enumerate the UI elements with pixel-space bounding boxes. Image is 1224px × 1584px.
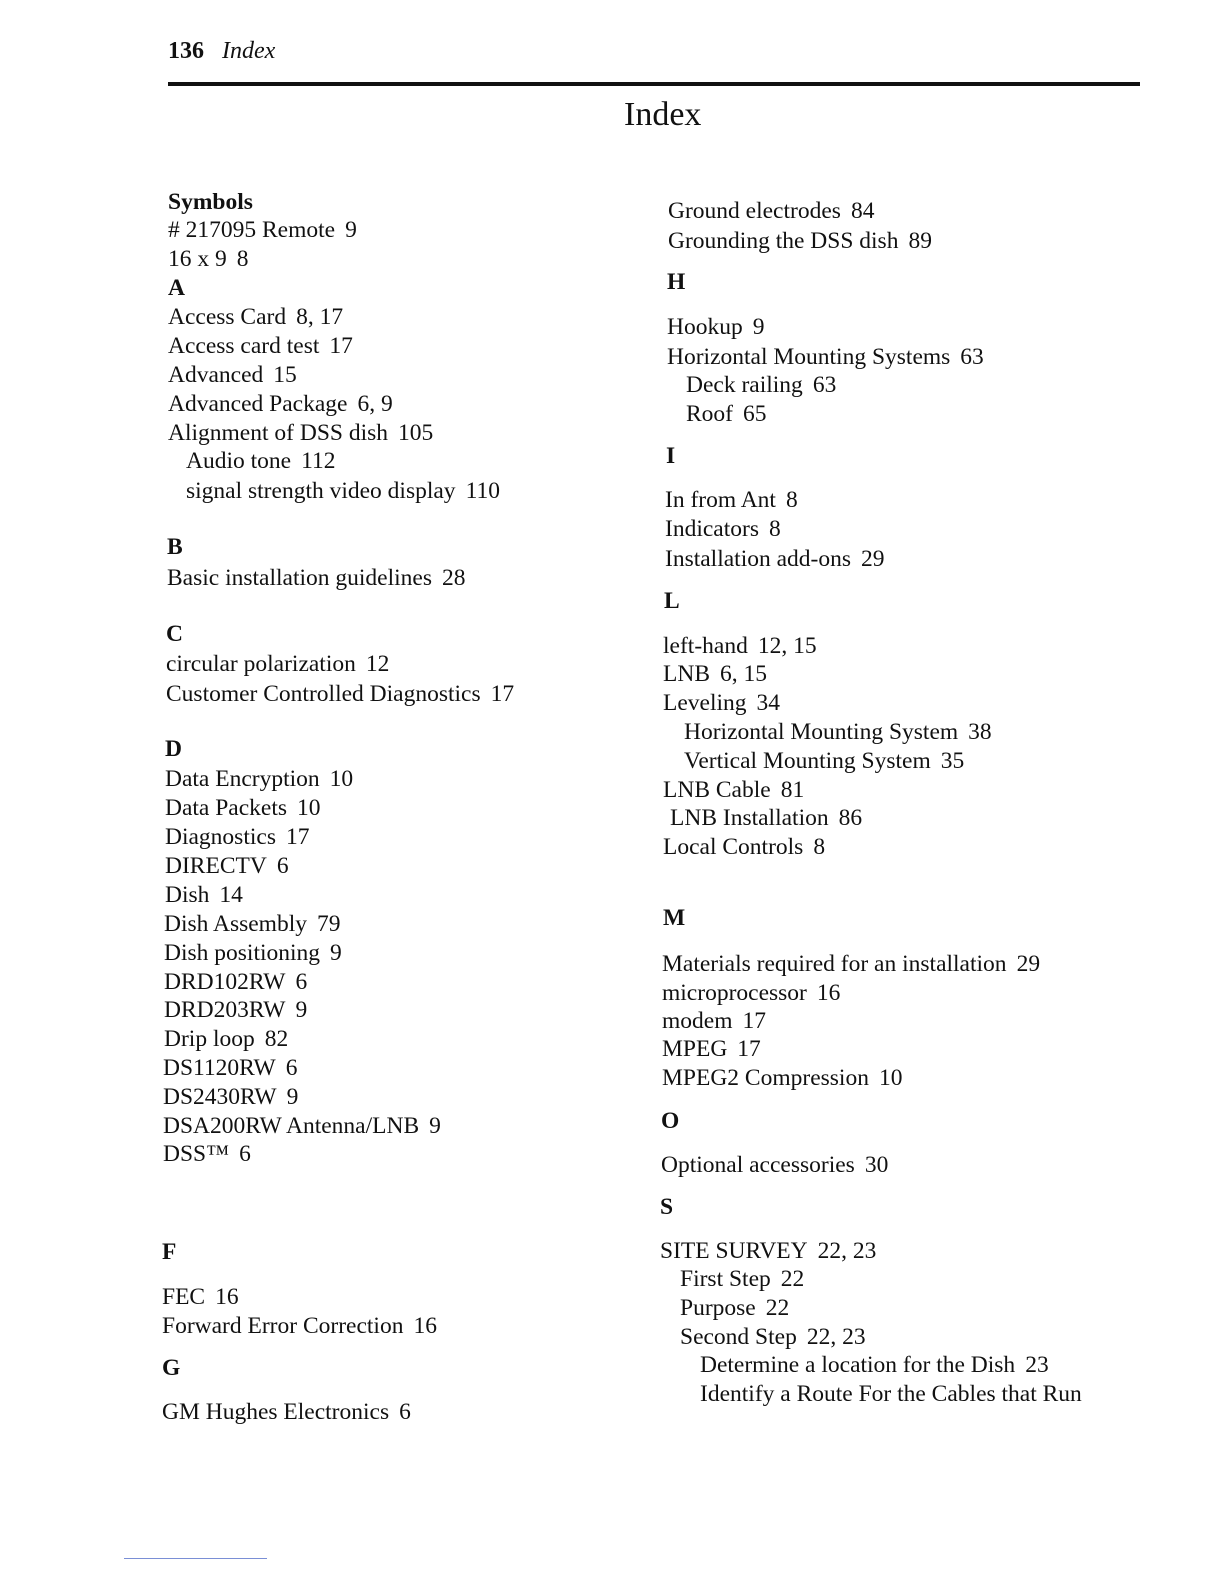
index-entry <box>165 794 321 822</box>
entry-pages: 82 <box>264 1026 289 1052</box>
entry-pages: 8 <box>236 246 249 272</box>
entry-term: modem <box>662 1008 733 1034</box>
entry-term: circular polarization <box>166 651 356 677</box>
entry-pages: 89 <box>908 228 932 254</box>
entry-pages: 8 <box>813 834 826 860</box>
index-entry <box>665 545 885 573</box>
index-entry <box>660 1237 876 1265</box>
index-entry <box>163 1054 297 1082</box>
index-letter-heading <box>664 587 680 615</box>
index-entry <box>668 227 932 255</box>
index-letter-heading <box>168 188 253 216</box>
index-entry <box>163 1083 298 1111</box>
entry-term: MPEG2 Compression <box>662 1065 869 1091</box>
index-entry <box>665 486 798 514</box>
index-entry <box>680 1294 789 1322</box>
entry-term: Grounding the DSS dish <box>668 228 899 254</box>
entry-pages: 15 <box>273 362 297 388</box>
entry-term: C <box>166 621 183 647</box>
entry-pages: 14 <box>219 882 243 908</box>
entry-pages: 23 <box>1025 1352 1049 1378</box>
entry-pages: 9 <box>429 1113 441 1139</box>
entry-term: In from Ant <box>665 487 776 513</box>
entry-term: left-hand <box>663 633 748 659</box>
entry-pages: 22, 23 <box>817 1238 877 1264</box>
entry-term: Ground electrodes <box>668 198 841 224</box>
index-entry <box>162 1398 411 1426</box>
entry-pages: 28 <box>441 565 466 591</box>
index-entry <box>662 1064 902 1092</box>
index-entry <box>165 823 309 851</box>
header-section-title: Index <box>222 38 276 64</box>
entry-term: H <box>667 269 686 295</box>
index-entry <box>662 1035 761 1063</box>
entry-pages: 35 <box>940 748 965 774</box>
index-entry <box>667 343 984 371</box>
entry-term: # 217095 Remote <box>168 217 336 243</box>
index-entry <box>662 950 1040 978</box>
index-entry <box>700 1380 1082 1408</box>
entry-term: Diagnostics <box>165 824 276 850</box>
entry-pages: 38 <box>968 719 992 745</box>
entry-term: Dish <box>165 882 210 908</box>
entry-pages: 84 <box>850 198 875 224</box>
entry-term: signal strength video display <box>186 478 456 504</box>
index-entry <box>164 939 342 967</box>
index-entry <box>162 1312 437 1340</box>
entry-term: Data Encryption <box>165 766 320 792</box>
index-entry <box>663 660 767 688</box>
index-entry <box>165 881 243 909</box>
index-entry <box>165 765 353 793</box>
index-entry <box>686 371 836 399</box>
index-entry <box>661 1151 888 1179</box>
entry-term: SITE SURVEY <box>660 1238 808 1264</box>
index-entry <box>663 776 804 804</box>
entry-pages: 17 <box>742 1008 766 1034</box>
entry-term: DIRECTV <box>165 853 267 879</box>
entry-pages: 8 <box>785 487 798 513</box>
index-entry <box>168 390 393 418</box>
entry-term: Materials required for an installation <box>662 951 1007 977</box>
entry-pages: 81 <box>780 777 805 803</box>
entry-term: Alignment of DSS dish <box>168 420 389 446</box>
entry-term: Drip loop <box>164 1026 255 1052</box>
entry-term: Deck railing <box>686 372 803 398</box>
entry-term: Horizontal Mounting System <box>684 719 959 745</box>
index-entry <box>680 1323 866 1351</box>
index-letter-heading <box>166 620 183 648</box>
entry-term: Symbols <box>168 189 253 215</box>
index-entry <box>700 1351 1049 1379</box>
entry-term: DRD102RW <box>164 969 286 995</box>
entry-term: Installation add-ons <box>665 546 852 572</box>
entry-term: Audio tone <box>186 448 292 474</box>
entry-pages: 6 <box>239 1141 251 1167</box>
entry-term: Indicators <box>665 516 759 542</box>
index-entry <box>168 303 343 331</box>
entry-pages: 29 <box>1016 951 1041 977</box>
entry-term: D <box>165 736 182 762</box>
entry-term: MPEG <box>662 1036 728 1062</box>
entry-term: Identify a Route For the Cables that Run <box>700 1381 1082 1407</box>
entry-pages: 29 <box>861 546 885 572</box>
entry-pages: 9 <box>295 997 308 1023</box>
index-entry <box>663 689 780 717</box>
entry-pages: 10 <box>297 795 321 821</box>
entry-term: Basic installation guidelines <box>167 565 432 591</box>
entry-term: Access Card <box>168 304 287 330</box>
index-entry <box>164 968 307 996</box>
entry-term: Roof <box>686 401 733 427</box>
entry-term: Second Step <box>680 1324 797 1350</box>
entry-term: A <box>168 275 185 301</box>
index-entry <box>168 361 297 389</box>
entry-pages: 30 <box>864 1152 889 1178</box>
index-entry <box>168 419 433 447</box>
entry-pages: 9 <box>345 217 357 243</box>
entry-term: Local Controls <box>663 834 804 860</box>
entry-term: Leveling <box>663 690 747 716</box>
index-entry <box>162 1283 239 1311</box>
entry-term: G <box>162 1355 181 1381</box>
entry-term: L <box>664 588 680 614</box>
index-entry <box>167 564 465 592</box>
index-entry <box>166 680 514 708</box>
entry-term: LNB <box>663 661 710 687</box>
entry-pages: 6 <box>276 853 289 879</box>
index-letter-heading <box>162 1354 180 1382</box>
index-entry <box>686 400 767 428</box>
entry-term: LNB Cable <box>663 777 771 803</box>
entry-term: Access card test <box>168 333 320 359</box>
index-entry <box>680 1265 804 1293</box>
index-entry <box>168 245 249 273</box>
index-entry <box>164 910 340 938</box>
entry-pages: 17 <box>737 1036 761 1062</box>
entry-pages: 8 <box>768 516 781 542</box>
index-entry <box>166 650 389 678</box>
entry-term: Vertical Mounting System <box>684 748 931 774</box>
entry-term: DS2430RW <box>163 1084 277 1110</box>
entry-term: Determine a location for the Dish <box>700 1352 1016 1378</box>
entry-pages: 63 <box>960 344 984 370</box>
entry-term: GM Hughes Electronics <box>162 1399 390 1425</box>
entry-pages: 17 <box>285 824 310 850</box>
entry-term: DSS™ <box>163 1141 230 1167</box>
entry-pages: 6 <box>285 1055 298 1081</box>
entry-pages: 17 <box>329 333 353 359</box>
header-rule <box>168 82 1140 86</box>
entry-term: DRD203RW <box>164 997 286 1023</box>
entry-pages: 17 <box>490 681 515 707</box>
entry-term: Data Packets <box>165 795 288 821</box>
index-entry <box>186 447 335 475</box>
index-letter-heading <box>162 1238 176 1266</box>
entry-pages: 8, 17 <box>296 304 344 330</box>
index-entry <box>164 996 307 1024</box>
entry-pages: 16 <box>215 1284 239 1310</box>
entry-term: Hookup <box>667 314 743 340</box>
entry-pages: 6, 9 <box>357 391 393 417</box>
entry-pages: 6, 15 <box>720 661 767 687</box>
entry-pages: 34 <box>756 690 781 716</box>
entry-pages: 79 <box>316 911 341 937</box>
entry-term: B <box>167 534 183 560</box>
entry-pages: 6 <box>295 969 308 995</box>
index-entry <box>662 979 840 1007</box>
entry-pages: 112 <box>301 448 336 474</box>
index-entry <box>163 1112 441 1140</box>
index-entry <box>165 852 289 880</box>
index-letter-heading <box>168 274 185 302</box>
entry-pages: 22, 23 <box>806 1324 866 1350</box>
entry-pages: 105 <box>398 420 434 446</box>
entry-term: Advanced Package <box>168 391 348 417</box>
index-letter-heading <box>165 735 182 763</box>
entry-pages: 10 <box>878 1065 903 1091</box>
entry-pages: 63 <box>812 372 837 398</box>
index-letter-heading <box>667 268 685 296</box>
entry-pages: 110 <box>465 478 500 504</box>
running-header <box>168 38 275 65</box>
entry-term: Purpose <box>680 1295 756 1321</box>
entry-term: DS1120RW <box>163 1055 276 1081</box>
entry-pages: 86 <box>838 805 863 831</box>
entry-term: S <box>660 1194 674 1220</box>
index-entry <box>168 332 353 360</box>
entry-term: microprocessor <box>662 980 807 1006</box>
entry-pages: 6 <box>399 1399 411 1425</box>
entry-term: Horizontal Mounting Systems <box>667 344 951 370</box>
index-letter-heading <box>666 442 675 470</box>
entry-pages: 16 <box>413 1313 437 1339</box>
entry-pages: 22 <box>765 1295 790 1321</box>
index-entry <box>168 216 357 244</box>
index-entry <box>662 1007 766 1035</box>
entry-term: M <box>663 905 686 931</box>
entry-term: Optional accessories <box>661 1152 855 1178</box>
entry-term: FEC <box>162 1284 206 1310</box>
entry-pages: 9 <box>286 1084 299 1110</box>
index-entry <box>667 313 764 341</box>
index-entry <box>663 632 817 660</box>
entry-term: Forward Error Correction <box>162 1313 404 1339</box>
index-letter-heading <box>660 1193 673 1221</box>
entry-term: 16 x 9 <box>168 246 227 272</box>
index-entry <box>670 804 862 832</box>
index-entry <box>663 833 825 861</box>
entry-term: F <box>162 1239 177 1265</box>
entry-pages: 9 <box>752 314 765 340</box>
index-letter-heading <box>167 533 183 561</box>
entry-pages: 16 <box>816 980 841 1006</box>
entry-pages: 12, 15 <box>757 633 817 659</box>
entry-term: Dish positioning <box>164 940 321 966</box>
index-entry <box>164 1025 288 1053</box>
entry-term: LNB Installation <box>670 805 829 831</box>
entry-term: Customer Controlled Diagnostics <box>166 681 481 707</box>
index-entry <box>186 477 500 505</box>
entry-pages: 9 <box>330 940 342 966</box>
index-entry <box>665 515 781 543</box>
entry-pages: 65 <box>743 401 767 427</box>
entry-term: Advanced <box>168 362 264 388</box>
entry-term: DSA200RW Antenna/LNB <box>163 1113 420 1139</box>
entry-term: I <box>666 443 676 469</box>
index-entry <box>684 718 992 746</box>
page-title: Index <box>624 96 702 133</box>
entry-pages: 10 <box>329 766 354 792</box>
page-number: 136 <box>168 38 204 64</box>
entry-pages: 22 <box>780 1266 805 1292</box>
footer-line <box>124 1558 267 1559</box>
index-letter-heading <box>663 904 685 932</box>
entry-term: First Step <box>680 1266 771 1292</box>
index-entry <box>163 1140 251 1168</box>
entry-term: Dish Assembly <box>164 911 307 937</box>
entry-pages: 12 <box>365 651 390 677</box>
index-entry <box>668 197 874 225</box>
entry-term: O <box>661 1108 680 1134</box>
index-entry <box>684 747 964 775</box>
index-letter-heading <box>661 1107 679 1135</box>
